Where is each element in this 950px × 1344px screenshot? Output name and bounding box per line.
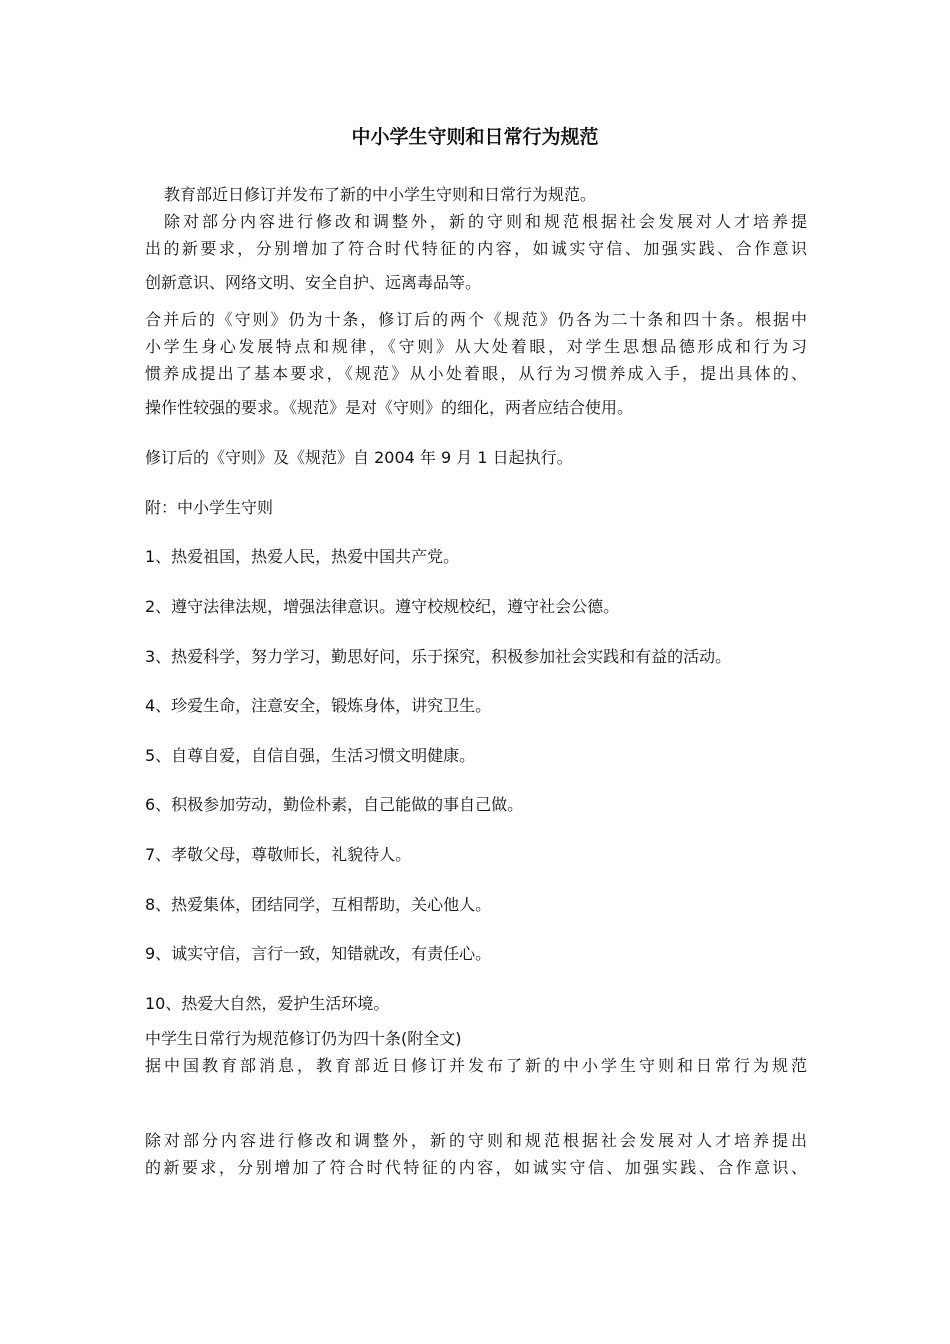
- text-line: 合并后的《守则》仍为十条，修订后的两个《规范》仍各为二十条和四十条。根据中: [145, 310, 807, 329]
- text-line: 创新意识、网络文明、安全自护、远离毒品等。: [145, 273, 482, 292]
- text-line: 的新要求，分别增加了符合时代特征的内容，如诚实守信、加强实践、合作意识、: [145, 1158, 807, 1177]
- effective-date-paragraph: [145, 444, 807, 471]
- text-line: 中学生日常行为规范修订仍为四十条(附全文): [145, 1029, 462, 1048]
- rule-item: [145, 841, 807, 868]
- text-line: 除对部分内容进行修改和调整外，新的守则和规范根据社会发展对人才培养提: [164, 212, 807, 231]
- rule-item: [145, 990, 807, 1017]
- rule-text: 8、热爱集体，团结同学，互相帮助，关心他人。: [145, 895, 492, 914]
- intro-paragraph-2: [145, 208, 807, 296]
- repeat-paragraph: [145, 1127, 807, 1181]
- rule-item: [145, 543, 807, 570]
- text-line: 据中国教育部消息，教育部近日修订并发布了新的中小学生守则和日常行为规范: [145, 1056, 807, 1075]
- text-line: 惯养成提出了基本要求，《规范》从小处着眼，从行为习惯养成入手，提出具体的、: [145, 364, 807, 383]
- text-line: 操作性较强的要求。《规范》是对《守则》的细化，两者应结合使用。: [145, 398, 634, 417]
- merge-paragraph: [145, 306, 807, 421]
- rule-text: 9、诚实守信，言行一致，知错就改，有责任心。: [145, 944, 492, 963]
- text-line: 除对部分内容进行修改和调整外，新的守则和规范根据社会发展对人才培养提出: [145, 1131, 807, 1150]
- rule-text: 5、自尊自爱，自信自强，生活习惯文明健康。: [145, 746, 476, 765]
- rule-text: 6、积极参加劳动，勤俭朴素，自己能做的事自己做。: [145, 795, 524, 814]
- subhead-paragraph: [145, 1025, 807, 1079]
- rule-item: [145, 593, 807, 620]
- rule-text: 10、热爱大自然，爱护生活环境。: [145, 994, 390, 1013]
- rule-item: [145, 891, 807, 918]
- rule-item: [145, 643, 807, 670]
- intro-paragraph-1: [145, 181, 807, 208]
- rule-item: [145, 742, 807, 769]
- rule-item: [145, 940, 807, 967]
- text-line: 附：中小学生守则: [145, 498, 274, 517]
- rule-text: 7、孝敬父母，尊敬师长，礼貌待人。: [145, 845, 412, 864]
- text-line: 修订后的《守则》及《规范》自 2004 年 9 月 1 日起执行。: [145, 448, 573, 467]
- appendix-label: [145, 494, 807, 521]
- rule-text: 1、热爱祖国，热爱人民，热爱中国共产党。: [145, 547, 460, 566]
- document-title: 中小学生守则和日常行为规范: [351, 126, 599, 148]
- rule-text: 2、遵守法律法规，增强法律意识。遵守校规校纪，遵守社会公德。: [145, 597, 620, 616]
- rule-text: 3、热爱科学，努力学习，勤思好问，乐于探究，积极参加社会实践和有益的活动。: [145, 647, 732, 666]
- rule-item: [145, 692, 807, 719]
- rule-item: [145, 791, 807, 818]
- text-line: 教育部近日修订并发布了新的中小学生守则和日常行为规范。: [164, 185, 597, 204]
- text-line: 小学生身心发展特点和规律，《守则》从大处着眼，对学生思想品德形成和行为习: [145, 337, 807, 356]
- text-line: 出的新要求，分别增加了符合时代特征的内容，如诚实守信、加强实践、合作意识: [145, 239, 807, 258]
- rule-text: 4、珍爱生命，注意安全，锻炼身体，讲究卫生。: [145, 696, 492, 715]
